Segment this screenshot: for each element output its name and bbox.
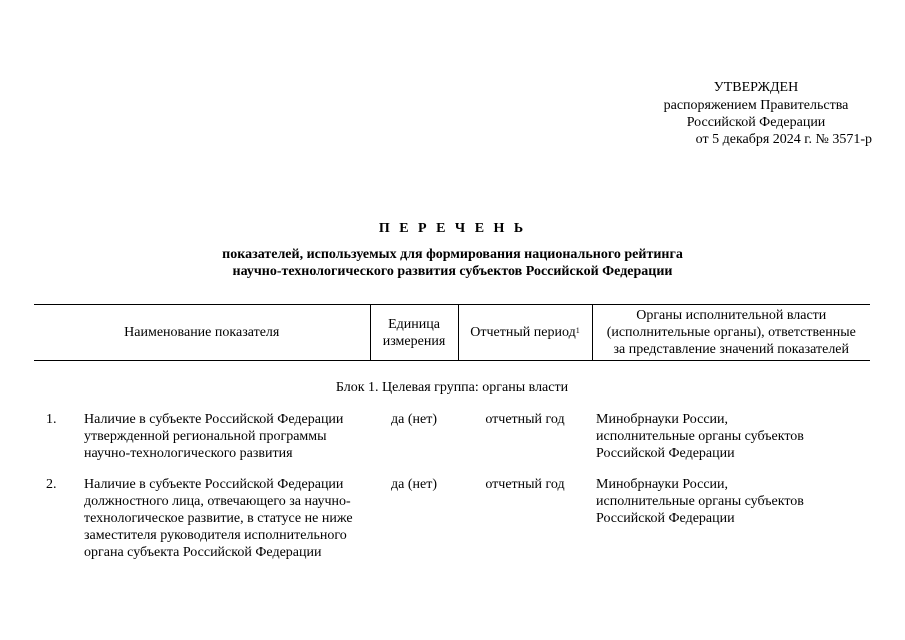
table-row <box>34 476 870 575</box>
approval-stamp <box>640 79 872 148</box>
header-unit: Единица измерения <box>370 305 458 361</box>
approval-heading: УТВЕРЖДЕН <box>713 80 799 95</box>
row-number: 1. <box>46 412 57 427</box>
footnote-marker: 1 <box>575 326 580 335</box>
approval-line-1: распоряжением Правительства <box>663 98 849 113</box>
row-number: 2. <box>46 477 57 492</box>
table-header-row <box>34 305 870 361</box>
header-period: Отчетный период$^1$ <box>458 305 592 361</box>
header-indicator-name: Наименование показателя <box>34 305 370 361</box>
period-cell: отчетный год <box>485 477 565 492</box>
block-heading: Блок 1. Целевая группа: органы власти <box>335 380 569 395</box>
indicator-cell: 2. Наличие в субъекте Российской Федерации должностного лица, отвечающего за научно- технологическое развитие, в статусе не ниже заместителя руководителя исполнительного органа субъекта Российской Федерации <box>34 476 370 575</box>
header-responsible-bodies: Органы исполнительной власти (исполнительные органы), ответственные за представление значений показателей <box>592 305 870 361</box>
document-title: П Е Р Е Ч Е Н Ь <box>378 221 527 236</box>
bodies-cell: Минобрнауки России, исполнительные органы субъектов Российской Федерации <box>596 477 804 526</box>
indicator-cell: 1. Наличие в субъекте Российской Федерации утвержденной региональной программы научно-технологического развития <box>34 411 370 476</box>
block-heading-row <box>34 361 870 412</box>
subtitle-line-2: научно-технологического развития субъектов Российской Федерации <box>232 264 673 279</box>
approval-line-3: от 5 декабря 2024 г. № 3571-р <box>695 132 872 147</box>
bodies-cell: Минобрнауки России, исполнительные органы субъектов Российской Федерации <box>596 412 804 461</box>
indicators-table <box>34 304 870 575</box>
table-row <box>34 411 870 476</box>
unit-cell: да (нет) <box>391 477 437 492</box>
period-cell: отчетный год <box>485 412 565 427</box>
approval-line-2: Российской Федерации <box>686 115 826 130</box>
subtitle-line-1: показателей, используемых для формирования национального рейтинга <box>222 247 683 262</box>
unit-cell: да (нет) <box>391 412 437 427</box>
document-subtitle <box>0 246 905 280</box>
